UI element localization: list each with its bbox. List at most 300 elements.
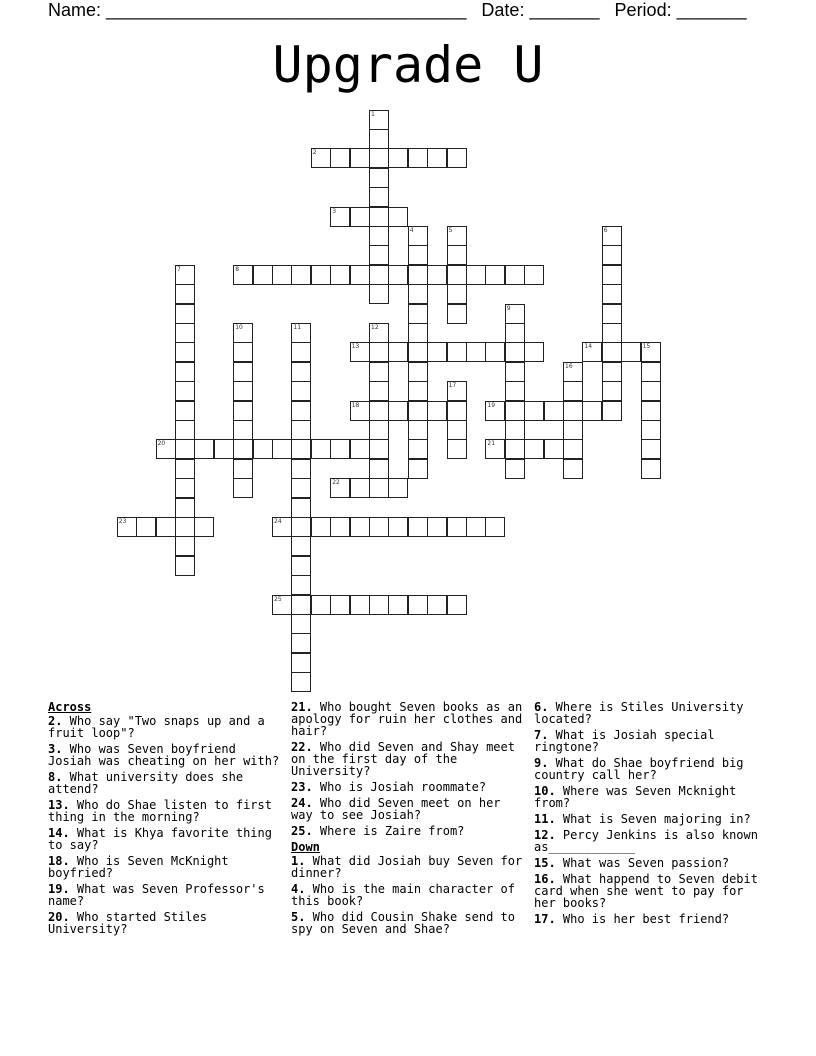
grid-cell[interactable] <box>272 595 292 615</box>
grid-cell[interactable] <box>466 265 486 285</box>
grid-cell[interactable] <box>175 304 195 324</box>
grid-cell[interactable] <box>291 323 311 343</box>
clue-number-label: 9. <box>534 756 549 770</box>
grid-cell[interactable] <box>253 265 273 285</box>
grid-cell[interactable] <box>369 284 389 304</box>
grid-cell[interactable] <box>602 401 622 421</box>
grid-cell[interactable] <box>505 323 525 343</box>
grid-cell[interactable] <box>408 323 428 343</box>
grid-cell[interactable] <box>291 439 311 459</box>
grid-cell[interactable] <box>272 517 292 537</box>
grid-cell[interactable] <box>563 381 583 401</box>
grid-cell[interactable] <box>330 595 350 615</box>
grid-cell[interactable] <box>602 362 622 382</box>
grid-cell[interactable] <box>447 148 467 168</box>
clue-number-label: 14. <box>48 826 70 840</box>
grid-cell[interactable] <box>233 459 253 479</box>
grid-cell[interactable] <box>466 517 486 537</box>
grid-cell[interactable] <box>602 245 622 265</box>
grid-cell[interactable] <box>505 304 525 324</box>
grid-cell[interactable] <box>233 401 253 421</box>
grid-cell[interactable] <box>447 245 467 265</box>
grid-cell[interactable] <box>641 420 661 440</box>
clue-text: Who is her best friend? <box>555 912 730 926</box>
grid-cell[interactable] <box>369 168 389 188</box>
grid-cell[interactable] <box>175 517 195 537</box>
grid-cell[interactable] <box>291 401 311 421</box>
grid-cell[interactable] <box>194 517 214 537</box>
grid-cell[interactable] <box>350 478 370 498</box>
grid-cell[interactable] <box>408 517 428 537</box>
clue-number: 22 <box>332 479 340 487</box>
grid-cell[interactable] <box>175 439 195 459</box>
grid-cell[interactable] <box>175 381 195 401</box>
grid-cell[interactable] <box>602 265 622 285</box>
grid-cell[interactable] <box>408 401 428 421</box>
grid-cell[interactable] <box>369 517 389 537</box>
grid-cell[interactable] <box>447 381 467 401</box>
grid-cell[interactable] <box>369 129 389 149</box>
across-clue <box>48 771 284 795</box>
grid-cell[interactable] <box>524 439 544 459</box>
clue-text: What was Seven Professor's name? <box>48 882 265 908</box>
grid-cell[interactable] <box>602 226 622 246</box>
clue-number: 11 <box>293 323 302 331</box>
grid-cell[interactable] <box>253 439 273 459</box>
clue-text: Where is Stiles University located? <box>534 700 744 726</box>
grid-cell[interactable] <box>233 381 253 401</box>
grid-cell[interactable] <box>427 148 447 168</box>
clue-text: Who was Seven boyfriend Josiah was cheating on her with? <box>48 742 280 768</box>
grid-cell[interactable] <box>369 342 389 362</box>
grid-cell[interactable] <box>233 478 253 498</box>
grid-cell[interactable] <box>388 595 408 615</box>
grid-cell[interactable] <box>156 517 176 537</box>
grid-cell[interactable] <box>408 304 428 324</box>
grid-cell[interactable] <box>175 362 195 382</box>
grid-cell[interactable] <box>388 207 408 227</box>
grid-cell[interactable] <box>602 304 622 324</box>
clue-number: 24 <box>274 517 282 525</box>
grid-cell[interactable] <box>408 420 428 440</box>
grid-cell[interactable] <box>291 498 311 518</box>
clue-text: What happend to Seven debit card when she went to pay for her books? <box>534 872 758 910</box>
grid-cell[interactable] <box>350 517 370 537</box>
grid-cell[interactable] <box>175 265 195 285</box>
down-clue <box>291 911 527 935</box>
clue-number-label: 8. <box>48 770 63 784</box>
grid-cell[interactable] <box>291 362 311 382</box>
clue-number: 10 <box>235 323 243 331</box>
clue-number-label: 17. <box>534 912 556 926</box>
grid-cell[interactable] <box>369 148 389 168</box>
clue-number-label: 23. <box>291 780 313 794</box>
grid-cell[interactable] <box>369 381 389 401</box>
grid-cell[interactable] <box>641 439 661 459</box>
grid-cell[interactable] <box>291 672 311 692</box>
clue-number: 17 <box>448 382 457 390</box>
grid-cell[interactable] <box>291 614 311 634</box>
grid-cell[interactable] <box>388 265 408 285</box>
clue-number: 14 <box>584 343 593 351</box>
grid-cell[interactable] <box>388 148 408 168</box>
grid-cell[interactable] <box>427 265 447 285</box>
grid-cell[interactable] <box>582 342 602 362</box>
grid-cell[interactable] <box>311 265 331 285</box>
clue-number: 23 <box>118 517 127 525</box>
grid-cell[interactable] <box>291 653 311 673</box>
grid-cell[interactable] <box>311 517 331 537</box>
grid-cell[interactable] <box>369 245 389 265</box>
grid-cell[interactable] <box>291 517 311 537</box>
grid-cell[interactable] <box>485 401 505 421</box>
grid-cell[interactable] <box>291 575 311 595</box>
clue-text: Who is the main character of this book? <box>291 882 515 908</box>
grid-cell[interactable] <box>369 439 389 459</box>
clue-number-label: 10. <box>534 784 556 798</box>
grid-cell[interactable] <box>544 439 564 459</box>
clue-text: Percy Jenkins is also known as____________ <box>534 828 758 854</box>
grid-cell[interactable] <box>466 342 486 362</box>
grid-cell[interactable] <box>563 401 583 421</box>
across-clue <box>48 743 284 767</box>
clue-text: What was Seven passion? <box>555 856 730 870</box>
grid-cell[interactable] <box>369 187 389 207</box>
grid-cell[interactable] <box>350 401 370 421</box>
down-clue <box>534 785 770 809</box>
clue-number: 16 <box>565 362 573 370</box>
grid-cell[interactable] <box>388 401 408 421</box>
clue-number: 5 <box>448 226 453 234</box>
grid-cell[interactable] <box>175 401 195 421</box>
grid-cell[interactable] <box>447 439 467 459</box>
down-clue <box>534 813 770 825</box>
grid-cell[interactable] <box>602 381 622 401</box>
clue-number-label: 13. <box>48 798 70 812</box>
grid-cell[interactable] <box>175 420 195 440</box>
grid-cell[interactable] <box>175 536 195 556</box>
grid-cell[interactable] <box>447 517 467 537</box>
clues-column-3 <box>534 701 770 929</box>
puzzle-title: Upgrade U <box>272 36 544 94</box>
grid-cell[interactable] <box>408 362 428 382</box>
grid-cell[interactable] <box>330 478 350 498</box>
clue-number-label: 15. <box>534 856 556 870</box>
grid-cell[interactable] <box>408 148 428 168</box>
grid-cell[interactable] <box>175 498 195 518</box>
down-clue <box>534 729 770 753</box>
grid-cell[interactable] <box>524 265 544 285</box>
grid-cell[interactable] <box>291 420 311 440</box>
grid-cell[interactable] <box>544 401 564 421</box>
grid-cell[interactable] <box>485 265 505 285</box>
grid-cell[interactable] <box>447 284 467 304</box>
clue-text: Who is Seven McKnight boyfried? <box>48 854 229 880</box>
clue-number-label: 25. <box>291 824 313 838</box>
down-clue <box>534 701 770 725</box>
grid-cell[interactable] <box>291 459 311 479</box>
grid-cell[interactable] <box>350 265 370 285</box>
grid-cell[interactable] <box>369 595 389 615</box>
grid-cell[interactable] <box>447 304 467 324</box>
grid-cell[interactable] <box>447 342 467 362</box>
grid-cell[interactable] <box>291 265 311 285</box>
across-clue <box>48 715 284 739</box>
clue-text: What do Shae boyfriend big country call her? <box>534 756 744 782</box>
grid-cell[interactable] <box>388 478 408 498</box>
across-clue <box>291 825 527 837</box>
down-clue <box>534 857 770 869</box>
grid-cell[interactable] <box>350 342 370 362</box>
grid-cell[interactable] <box>291 342 311 362</box>
clue-number-label: 20. <box>48 910 70 924</box>
clue-number: 12 <box>371 323 379 331</box>
clue-number-label: 5. <box>291 910 306 924</box>
grid-cell[interactable] <box>311 595 331 615</box>
name-field[interactable]: Name: ____________________________________ <box>48 0 467 20</box>
clue-number-label: 11. <box>534 812 556 826</box>
down-clue <box>291 883 527 907</box>
grid-cell[interactable] <box>388 517 408 537</box>
grid-cell[interactable] <box>369 207 389 227</box>
clue-number: 13 <box>351 343 360 351</box>
clue-number: 7 <box>177 265 181 273</box>
grid-cell[interactable] <box>408 459 428 479</box>
grid-cell[interactable] <box>408 226 428 246</box>
down-heading: Down <box>291 840 320 854</box>
grid-cell[interactable] <box>194 439 214 459</box>
grid-cell[interactable] <box>369 323 389 343</box>
clue-number-label: 6. <box>534 700 549 714</box>
clue-text: What is Josiah special ringtone? <box>534 728 715 754</box>
grid-cell[interactable] <box>602 284 622 304</box>
grid-cell[interactable] <box>427 342 447 362</box>
clue-number-label: 7. <box>534 728 549 742</box>
grid-cell[interactable] <box>291 536 311 556</box>
grid-cell[interactable] <box>175 478 195 498</box>
grid-cell[interactable] <box>485 517 505 537</box>
grid-cell[interactable] <box>641 362 661 382</box>
grid-cell[interactable] <box>136 517 156 537</box>
across-clue <box>291 781 527 793</box>
grid-cell[interactable] <box>447 226 467 246</box>
clue-text: What is Khya favorite thing to say? <box>48 826 272 852</box>
clue-text: Who do Shae listen to first thing in the morning? <box>48 798 272 824</box>
clue-number-label: 22. <box>291 740 313 754</box>
grid-cell[interactable] <box>369 362 389 382</box>
grid-cell[interactable] <box>233 420 253 440</box>
grid-cell[interactable] <box>272 265 292 285</box>
date-field[interactable]: Date: _______ <box>481 0 600 20</box>
grid-cell[interactable] <box>350 439 370 459</box>
grid-cell[interactable] <box>505 342 525 362</box>
grid-cell[interactable] <box>369 459 389 479</box>
clue-number-label: 19. <box>48 882 70 896</box>
clue-text: What university does she attend? <box>48 770 244 796</box>
clue-number: 3 <box>332 207 337 215</box>
grid-cell[interactable] <box>330 265 350 285</box>
grid-cell[interactable] <box>233 265 253 285</box>
grid-cell[interactable] <box>447 265 467 285</box>
clue-number: 6 <box>603 226 608 234</box>
grid-cell[interactable] <box>175 342 195 362</box>
grid-cell[interactable] <box>369 420 389 440</box>
clue-number: 2 <box>312 149 317 157</box>
clue-number-label: 21. <box>291 700 313 714</box>
grid-cell[interactable] <box>408 381 428 401</box>
grid-cell[interactable] <box>369 226 389 246</box>
period-field[interactable]: Period: _______ <box>614 0 747 20</box>
grid-cell[interactable] <box>427 595 447 615</box>
clue-number: 15 <box>642 343 651 351</box>
grid-cell[interactable] <box>175 323 195 343</box>
grid-cell[interactable] <box>350 207 370 227</box>
grid-cell[interactable] <box>369 265 389 285</box>
down-clue <box>534 873 770 909</box>
grid-cell[interactable] <box>641 342 661 362</box>
grid-cell[interactable] <box>602 342 622 362</box>
grid-cell[interactable] <box>621 342 641 362</box>
grid-cell[interactable] <box>175 556 195 576</box>
grid-cell[interactable] <box>291 478 311 498</box>
grid-cell[interactable] <box>563 362 583 382</box>
grid-cell[interactable] <box>641 459 661 479</box>
clue-number-label: 18. <box>48 854 70 868</box>
clue-text: What is Seven majoring in? <box>555 812 751 826</box>
grid-cell[interactable] <box>330 517 350 537</box>
grid-cell[interactable] <box>408 595 428 615</box>
across-clue <box>48 883 284 907</box>
grid-cell[interactable] <box>214 439 234 459</box>
grid-cell[interactable] <box>582 401 602 421</box>
grid-cell[interactable] <box>291 595 311 615</box>
clue-text: Who did Cousin Shake send to spy on Seven and Shae? <box>291 910 515 936</box>
grid-cell[interactable] <box>272 439 292 459</box>
down-clue <box>534 913 770 925</box>
clue-number-label: 12. <box>534 828 556 842</box>
grid-cell[interactable] <box>330 207 350 227</box>
grid-cell[interactable] <box>447 420 467 440</box>
grid-cell[interactable] <box>233 439 253 459</box>
across-clue <box>291 741 527 777</box>
down-clue <box>291 855 527 879</box>
clue-text: Where was Seven Mcknight from? <box>534 784 737 810</box>
clue-text: Who started Stiles University? <box>48 910 207 936</box>
grid-cell[interactable] <box>524 342 544 362</box>
grid-cell[interactable] <box>524 401 544 421</box>
grid-cell[interactable] <box>485 342 505 362</box>
clue-text: Where is Zaire from? <box>312 824 465 838</box>
grid-cell[interactable] <box>369 401 389 421</box>
across-clue <box>291 701 527 737</box>
across-clue <box>48 827 284 851</box>
grid-cell[interactable] <box>505 439 525 459</box>
grid-cell[interactable] <box>175 284 195 304</box>
grid-cell[interactable] <box>408 245 428 265</box>
clue-text: What did Josiah buy Seven for dinner? <box>291 854 523 880</box>
grid-cell[interactable] <box>311 439 331 459</box>
grid-cell[interactable] <box>485 439 505 459</box>
grid-cell[interactable] <box>330 148 350 168</box>
clue-number-label: 3. <box>48 742 63 756</box>
grid-cell[interactable] <box>408 342 428 362</box>
grid-cell[interactable] <box>330 439 350 459</box>
grid-cell[interactable] <box>505 459 525 479</box>
across-clue <box>291 797 527 821</box>
grid-cell[interactable] <box>408 265 428 285</box>
grid-cell[interactable] <box>233 362 253 382</box>
grid-cell[interactable] <box>117 517 137 537</box>
grid-cell[interactable] <box>563 459 583 479</box>
grid-cell[interactable] <box>350 148 370 168</box>
grid-cell[interactable] <box>369 478 389 498</box>
grid-cell[interactable] <box>311 148 331 168</box>
grid-cell[interactable] <box>505 420 525 440</box>
grid-cell[interactable] <box>291 556 311 576</box>
grid-cell[interactable] <box>641 381 661 401</box>
clue-number-label: 16. <box>534 872 556 886</box>
clue-number: 8 <box>235 265 240 273</box>
grid-cell[interactable] <box>291 381 311 401</box>
clue-text: Who did Seven meet on her way to see Josiah? <box>291 796 501 822</box>
grid-cell[interactable] <box>427 517 447 537</box>
grid-cell[interactable] <box>427 401 447 421</box>
grid-cell[interactable] <box>408 439 428 459</box>
grid-cell[interactable] <box>505 362 525 382</box>
clue-number-label: 1. <box>291 854 306 868</box>
across-heading: Across <box>48 700 92 714</box>
grid-cell[interactable] <box>563 420 583 440</box>
grid-cell[interactable] <box>602 323 622 343</box>
grid-cell[interactable] <box>563 439 583 459</box>
clue-text: Who did Seven and Shay meet on the first day of the University? <box>291 740 515 778</box>
grid-cell[interactable] <box>291 633 311 653</box>
clue-number: 1 <box>371 110 375 118</box>
across-clue <box>48 911 284 935</box>
clue-number: 19 <box>487 401 496 409</box>
clue-number-label: 4. <box>291 882 306 896</box>
grid-cell[interactable] <box>350 595 370 615</box>
grid-cell[interactable] <box>233 323 253 343</box>
clue-text: Who bought Seven books as an apology for ruin her clothes and hair? <box>291 700 523 738</box>
grid-cell[interactable] <box>369 110 389 130</box>
across-clue <box>48 855 284 879</box>
grid-cell[interactable] <box>156 439 176 459</box>
clue-number-label: 24. <box>291 796 313 810</box>
grid-cell[interactable] <box>175 459 195 479</box>
clue-number: 9 <box>506 304 511 312</box>
grid-cell[interactable] <box>388 342 408 362</box>
grid-cell[interactable] <box>641 401 661 421</box>
grid-cell[interactable] <box>447 595 467 615</box>
clues-column-2 <box>291 701 527 939</box>
grid-cell[interactable] <box>505 401 525 421</box>
clue-number: 18 <box>351 401 360 409</box>
clue-number: 21 <box>487 440 496 448</box>
across-clue <box>48 799 284 823</box>
clue-text: Who say "Two snaps up and a fruit loop"? <box>48 714 265 740</box>
grid-cell[interactable] <box>505 265 525 285</box>
grid-cell[interactable] <box>447 401 467 421</box>
grid-cell[interactable] <box>233 342 253 362</box>
grid-cell[interactable] <box>505 381 525 401</box>
clue-number-label: 2. <box>48 714 63 728</box>
clue-text: Who is Josiah roommate? <box>312 780 487 794</box>
clues-column-1 <box>48 701 284 939</box>
clue-number: 4 <box>409 226 414 234</box>
clue-number: 20 <box>157 440 166 448</box>
grid-cell[interactable] <box>408 284 428 304</box>
